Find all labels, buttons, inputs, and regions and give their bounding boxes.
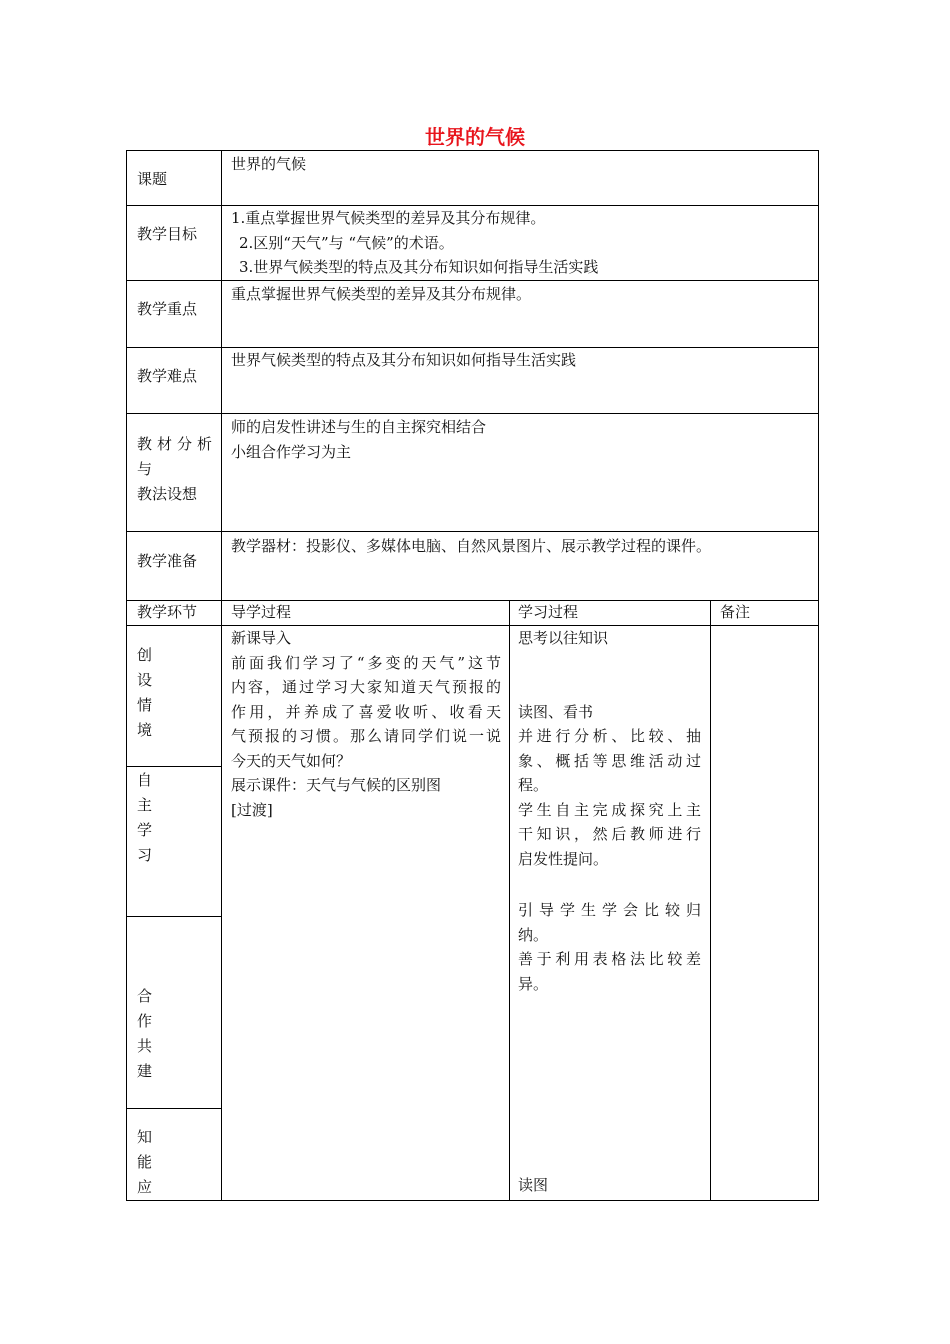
difficulties-value: 世界气候类型的特点及其分布知识如何指导生活实践 <box>231 351 577 369</box>
learning-line: 并进行分析、比较、抽 <box>518 727 701 745</box>
key-points-value: 重点掌握世界气候类型的差异及其分布规律。 <box>231 285 532 303</box>
preparation-label: 教学准备 <box>137 552 198 570</box>
header-learning-process: 学习过程 <box>518 603 579 621</box>
stage-divider <box>126 1108 222 1109</box>
learning-line: 引导学生学会比较归 <box>518 901 701 919</box>
row-divider <box>126 625 819 626</box>
guide-line: 新课导入 <box>231 629 292 647</box>
learning-line: 善于利用表格法比较差 <box>518 950 701 968</box>
row-divider <box>126 531 819 532</box>
table-border-left <box>126 150 127 1201</box>
stage-divider <box>126 916 222 917</box>
guide-line: 展示课件：天气与气候的区别图 <box>231 776 442 794</box>
column-divider-2 <box>509 600 510 1201</box>
learning-line: 纳。 <box>518 926 549 944</box>
row-divider <box>126 413 819 414</box>
stage-divider <box>126 766 222 767</box>
learning-line: 程。 <box>518 776 549 794</box>
analysis-label-line1: 教材分析 <box>137 435 212 453</box>
learning-line: 学生自主完成探究上主 <box>518 801 701 819</box>
learning-line: 思考以往知识 <box>518 629 609 647</box>
guide-line: 内容，通过学习大家知道天气预报的 <box>231 678 501 696</box>
analysis-value-line1: 师的启发性讲述与生的自主探究相结合 <box>231 418 487 436</box>
goals-label: 教学目标 <box>137 225 198 243</box>
stage-create-scenario: 创设情境 <box>137 646 153 739</box>
table-border-top <box>126 150 819 151</box>
row-divider <box>126 600 819 601</box>
difficulties-label: 教学难点 <box>137 367 198 385</box>
header-remarks: 备注 <box>720 603 751 621</box>
header-stage: 教学环节 <box>137 603 198 621</box>
goal-item-3: 3.世界气候类型的特点及其分布知识如何指导生活实践 <box>239 258 599 276</box>
analysis-value-line2: 小组合作学习为主 <box>231 443 352 461</box>
learning-line: 读图 <box>518 1176 549 1194</box>
learning-line: 启发性提问。 <box>518 850 609 868</box>
stage-apply: 知能应 <box>137 1128 153 1196</box>
topic-label: 课题 <box>137 170 168 188</box>
guide-line: [过渡] <box>231 801 273 819</box>
learning-line: 象、概括等思维活动过 <box>518 752 701 770</box>
column-divider-1 <box>221 150 222 1201</box>
column-divider-3 <box>710 600 711 1201</box>
stage-self-study: 自主学习 <box>137 771 153 864</box>
document-title: 世界的气候 <box>425 125 525 149</box>
table-border-right <box>818 150 819 1201</box>
goal-item-2: 2.区别“天气”与 “气候”的术语。 <box>239 234 454 252</box>
learning-line: 异。 <box>518 975 549 993</box>
topic-value: 世界的气候 <box>231 155 307 173</box>
learning-line: 干知识，然后教师进行 <box>518 825 701 843</box>
learning-line: 读图、看书 <box>518 703 594 721</box>
guide-line: 前面我们学习了“多变的天气”这节 <box>231 654 501 672</box>
table-border-bottom <box>126 1200 819 1201</box>
row-divider <box>126 280 819 281</box>
goal-item-1: 1.重点掌握世界气候类型的差异及其分布规律。 <box>231 209 546 227</box>
guide-line: 今天的天气如何？ <box>231 752 352 770</box>
analysis-label-line3: 教法设想 <box>137 485 198 503</box>
guide-line: 作用，并养成了喜爱收听、收看天 <box>231 703 501 721</box>
key-points-label: 教学重点 <box>137 300 198 318</box>
preparation-value: 教学器材：投影仪、多媒体电脑、自然风景图片、展示教学过程的课件。 <box>231 537 712 555</box>
header-guide-process: 导学过程 <box>231 603 292 621</box>
guide-line: 气预报的习惯。那么请同学们说一说 <box>231 727 501 745</box>
stage-cooperate: 合作共建 <box>137 987 153 1080</box>
analysis-label-line2: 与 <box>137 460 153 478</box>
